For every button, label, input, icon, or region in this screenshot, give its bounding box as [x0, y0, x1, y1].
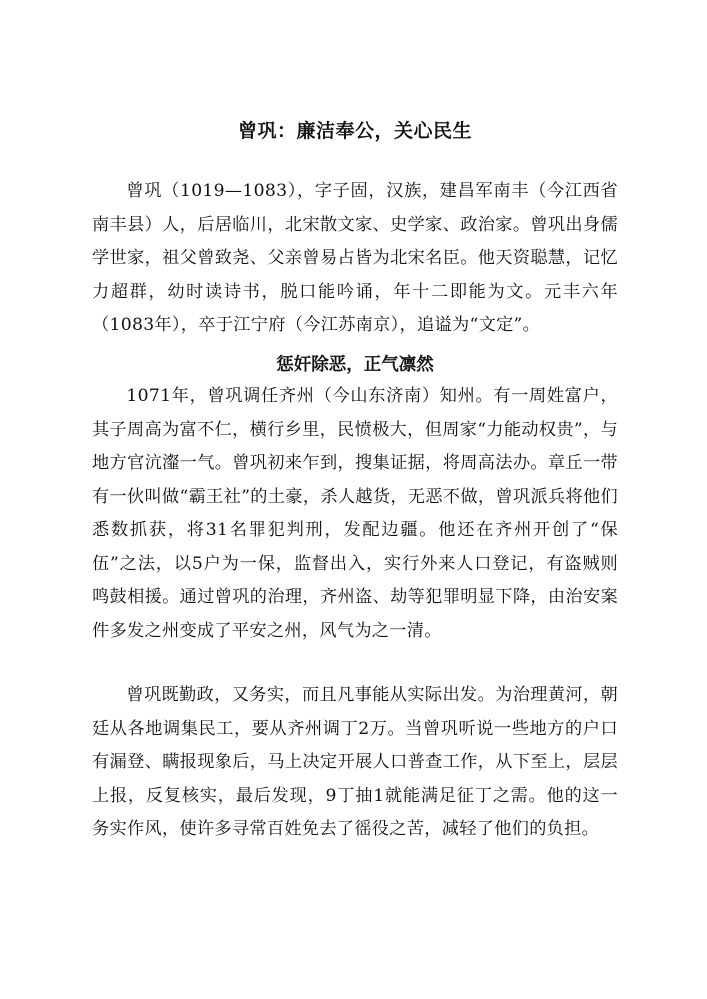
article-title: 曾巩：廉洁奉公，关心民生 — [237, 120, 472, 142]
body-paragraph-2: 1071年，曾巩调任齐州（今山东济南）知州。有一周姓富户，其子周高为富不仁，横行乡里，民愤极大，但周家“力能动权贵”，与地方官沆瀣一气。曾巩初来乍到，搜集证据，将周高法办。章丘一带有一伙叫做“霸王社”的土豪，杀人越货，无恶不做，曾巩派兵将他们悉数抓获，将31名罪犯判刑，发配边疆。他还在齐州开创了“保伍”之法，以5户为一保，监督出入，实行外来人口登记，有盗贼则鸣鼓相援。通过曾巩的治理，齐州盗、劫等犯罪明显下降，由治安案件多发之州变成了平安之州，风气为之一清。 — [92, 386, 618, 641]
intro-paragraph: 曾巩（1019—1083），字子固，汉族，建昌军南丰（今江西省南丰县）人，后居临川，北宋散文家、史学家、政治家。曾巩出身儒学世家，祖父曾致尧、父亲曾易占皆为北宋名臣。他天资聪慧，记忆力超群，幼时读诗书，脱口能吟诵，年十二即能为文。元丰六年（1083年），卒于江宁府（今江苏南京），追谥为“文定”。 — [92, 181, 618, 335]
body-paragraph-3: 曾巩既勤政，又务实，而且凡事能从实际出发。为治理黄河，朝廷从各地调集民工，要从齐州调丁2万。当曾巩听说一些地方的户口有漏登、瞒报现象后，马上决定开展人口普查工作，从下至上，层层上报，反复核实，最后发现，9丁抽1就能满足征丁之需。他的这一务实作风，使许多寻常百姓免去了徭役之苦，减轻了他们的负担。 — [92, 685, 618, 839]
section-heading: 惩奸除恶，正气凛然 — [276, 355, 434, 375]
